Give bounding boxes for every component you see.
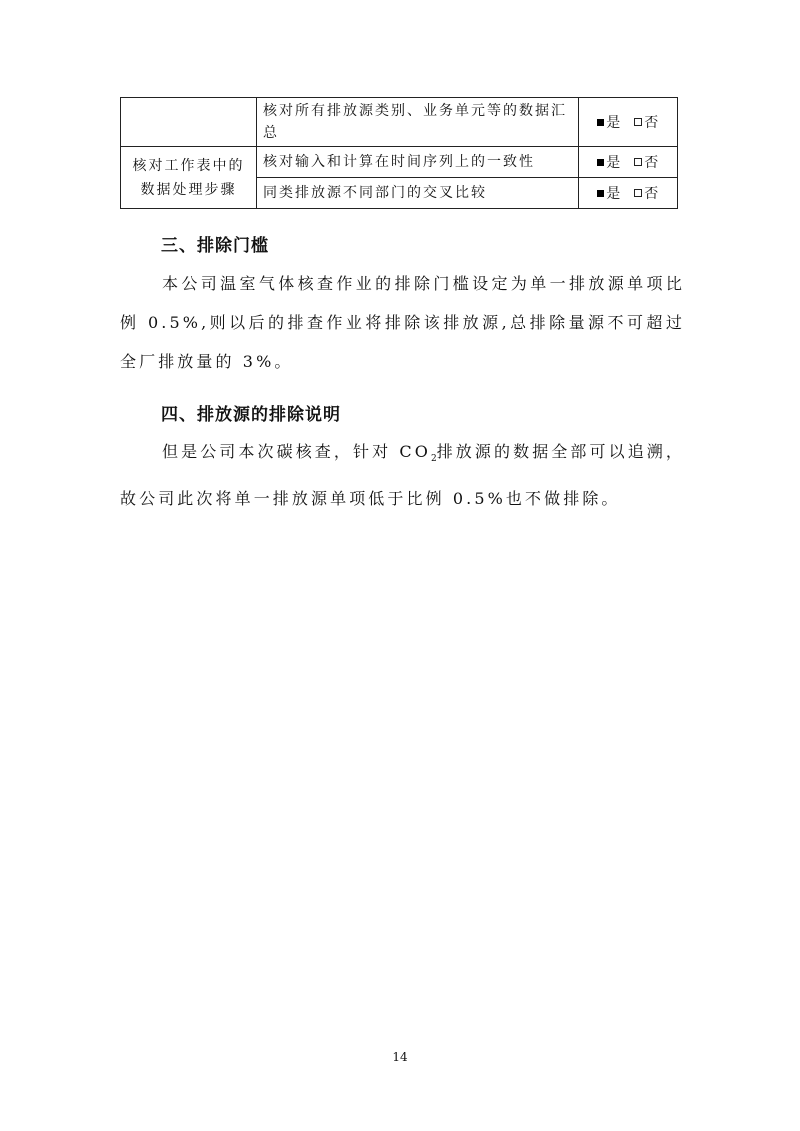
check-item: 核对输入和计算在时间序列上的一致性 (257, 147, 579, 178)
page-number: 14 (392, 1050, 408, 1064)
paragraph: 本公司温室气体核查作业的排除门槛设定为单一排放源单项比例 0.5%,则以后的排查作业将排除该排放源,总排除量源不可超过全厂排放量的 3%。 (120, 274, 685, 371)
unchecked-box-icon (634, 158, 642, 166)
checked-box-icon (597, 190, 604, 197)
yes-no-options (578, 178, 677, 209)
no-label: 否 (644, 155, 659, 171)
paragraph (120, 432, 685, 518)
section-heading: 四、排放源的排除说明 (161, 405, 341, 425)
table-row (121, 147, 678, 178)
subscript: 2 (430, 454, 437, 465)
paragraph-text: 排放源的数据全部可以追溯，故公司此次将单一排放源单项低于比例 0.5%也不做排除。 (120, 442, 685, 509)
yes-no-options (578, 98, 677, 147)
check-item: 核对所有排放源类别、业务单元等的数据汇总 (257, 98, 579, 147)
check-item: 同类排放源不同部门的交叉比较 (257, 178, 579, 209)
yes-label: 是 (606, 155, 621, 171)
verification-table (120, 97, 678, 209)
yes-label: 是 (606, 115, 621, 131)
yes-no-options (578, 147, 677, 178)
no-label: 否 (644, 115, 659, 131)
table-row (121, 98, 678, 147)
unchecked-box-icon (634, 118, 642, 126)
no-label: 否 (644, 186, 659, 202)
table-cell-empty (121, 98, 257, 147)
section-label-text: 核对工作表中的数据处理步骤 (132, 157, 245, 198)
checked-box-icon (597, 159, 604, 166)
paragraph-text: 但是公司本次碳核查，针对 CO (162, 442, 431, 461)
section-label (121, 147, 257, 209)
section-heading: 三、排除门槛 (161, 236, 269, 256)
checked-box-icon (597, 119, 604, 126)
unchecked-box-icon (634, 189, 642, 197)
yes-label: 是 (606, 186, 621, 202)
